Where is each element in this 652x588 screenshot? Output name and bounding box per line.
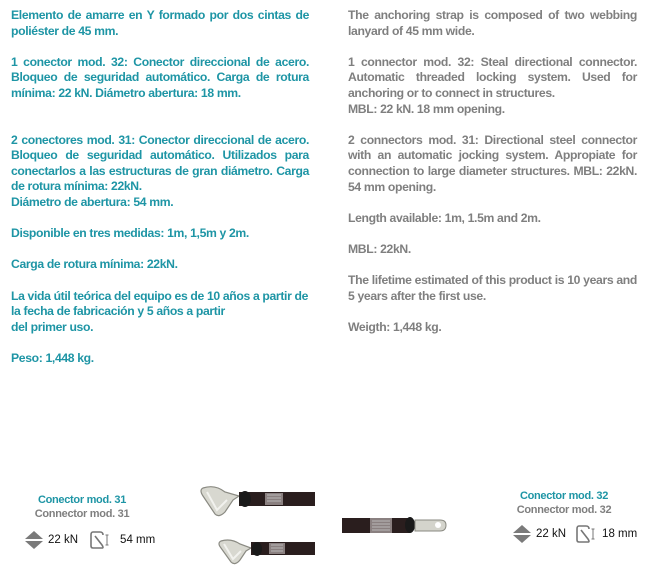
opening-icon: [576, 524, 598, 544]
connector-32-opening: 18 mm: [602, 528, 638, 540]
connector-32-label-en: Connector mod. 32: [516, 504, 612, 516]
strength-icon: [24, 530, 44, 550]
connector-32-label-es: Conector mod. 32: [519, 490, 609, 502]
english-description: [348, 8, 637, 351]
connector-31-opening: 54 mm: [120, 534, 156, 546]
paragraph-connector-31-es: 2 conectores mod. 31: Conector direccional de acero. Bloqueo de seguridad automático. Utilizados para conectarlos a las estructuras de gran diámetro. Carga de rotura mínima: 22kN.: [11, 132, 309, 194]
paragraph-connector-32-en: 1 connector mod. 32: Steal directional connector. Automatic threaded locking system. Used for anchoring or to connect in structures.: [348, 54, 637, 100]
paragraph-connector-32-es: 1 conector mod. 32: Conector direccional de acero. Bloqueo de seguridad automático. Carga de rotura mínima: 22 kN. Diámetro abertura: 18 mm.: [11, 54, 309, 100]
strength-icon: [512, 524, 532, 544]
connector-31-specs: [24, 530, 155, 550]
opening-icon: [90, 530, 112, 550]
paragraph-lifetime-end-es: del primer uso.: [11, 319, 94, 334]
paragraph-mbl-32-en: MBL: 22 kN. 18 mm opening.: [348, 101, 505, 116]
connector-31-label-es: Conector mod. 31: [37, 494, 127, 506]
connector-32-specs: [512, 524, 637, 544]
connector-32-strength: 22 kN: [536, 528, 567, 540]
paragraph-mbl-es: Carga de rotura mínima: 22kN.: [11, 257, 178, 272]
paragraph-weight-en: Weigth: 1,448 kg.: [348, 319, 442, 334]
paragraph-lengths-es: Disponible en tres medidas: 1m, 1,5m y 2m.: [11, 226, 249, 241]
connector-31-label-en: Connector mod. 31: [34, 508, 130, 520]
connector-32-image: [342, 512, 462, 542]
paragraph-connector-31-en: 2 connectors mod. 31: Directional steel connector with an automatic jocking system. Appropiate for connection to large diameter structures. MBL: 22kN. 54 mm opening.: [348, 132, 637, 194]
paragraph-lifetime-en: The lifetime estimated of this product is 10 years and 5 years after the first use.: [348, 273, 637, 303]
paragraph-mbl-en: MBL: 22kN.: [348, 241, 411, 256]
paragraph-weight-es: Peso: 1,448 kg.: [11, 350, 94, 365]
paragraph-opening-es: Diámetro de abertura: 54 mm.: [11, 194, 174, 209]
connector-31-bottom-image: [215, 538, 315, 588]
paragraph-intro-es: Elemento de amarre en Y formado por dos cintas de poliéster de 45 mm.: [11, 8, 309, 38]
paragraph-lengths-en: Length available: 1m, 1.5m and 2m.: [348, 210, 541, 225]
connector-31-strength: 22 kN: [48, 534, 79, 546]
spanish-description: [11, 8, 309, 382]
paragraph-lifetime-es: La vida útil teórica del equipo es de 10 años a partir de la fecha de fabricación y 5 años a partir: [11, 288, 309, 319]
paragraph-intro-en: The anchoring strap is composed of two webbing lanyard of 45 mm wide.: [348, 8, 637, 38]
